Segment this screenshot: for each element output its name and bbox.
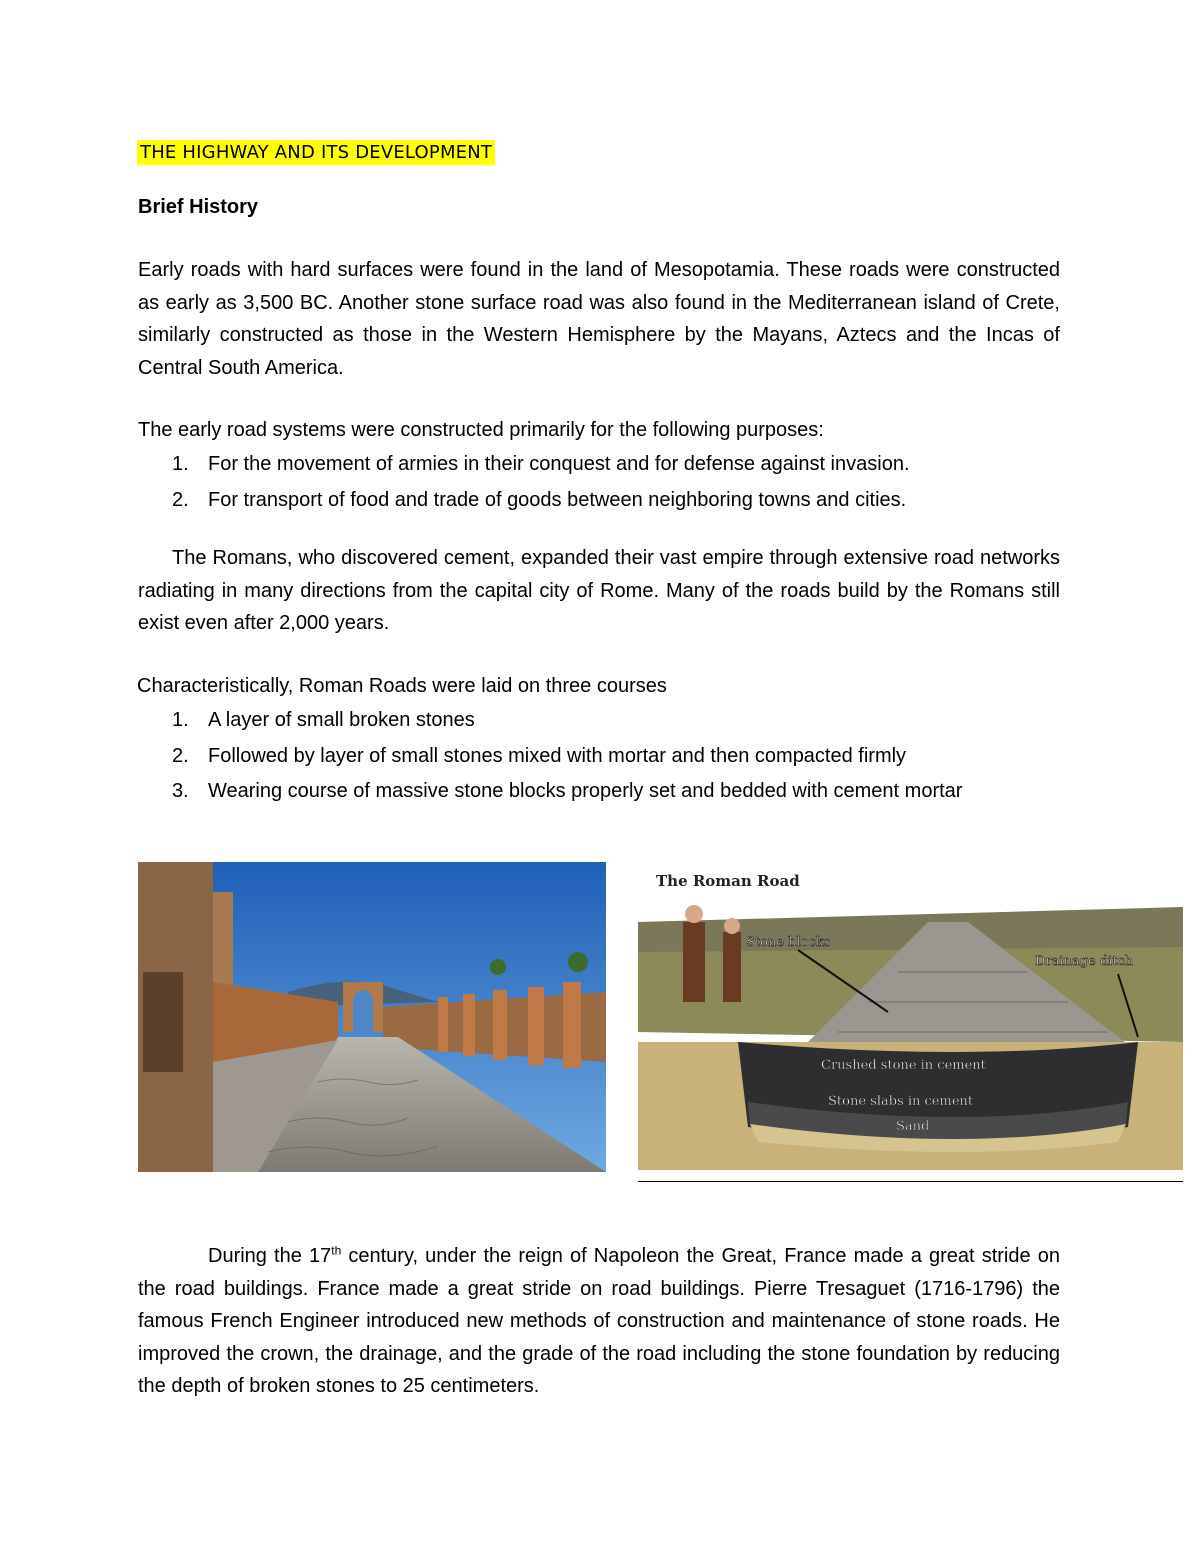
- list-item: 1. For the movement of armies in their conquest and for defense against invasion.: [172, 453, 910, 475]
- label-crushed-stone: Crushed stone in cement: [821, 1058, 986, 1073]
- courses-intro: Characteristically, Roman Roads were laid on three courses: [137, 675, 667, 697]
- paragraph-napoleon: During the 17th century, under the reign of Napoleon the Great, France made a great stride on the road buildings. France made a great stride on road buildings. Pierre Tresaguet (1716-1796) the famous French Engineer introduced new methods of construction and maintenance of stone roads. He improved the crown, the drainage, and the grade of the road including the stone foundation by reducing the depth of broken stones to 25 centimeters.: [138, 1243, 1061, 1397]
- courses-list: [172, 703, 962, 810]
- paragraph-romans: The Romans, who discovered cement, expanded their vast empire through extensive road networks radiating in many directions from the capital city of Rome. Many of the roads build by the Romans still exist even after 2,000 years.: [138, 547, 1060, 634]
- section-heading: Brief History: [138, 196, 259, 218]
- pompeii-street-photo: [138, 862, 606, 1172]
- label-stone-blocks: Stone blocks: [746, 935, 831, 950]
- label-sand: Sand: [896, 1119, 930, 1134]
- roman-road-diagram: [638, 862, 1183, 1170]
- label-drainage: Drainage ditch: [1035, 954, 1134, 969]
- paragraph-early-roads: Early roads with hard surfaces were found in the land of Mesopotamia. These roads were constructed as early as 3,500 BC. Another stone surface road was also found in the Mediterranean island of Crete, similarly constructed as those in the Western Hemisphere by the Mayans, Aztecs and the Incas of Central South America.: [138, 259, 1060, 379]
- list-item: 2. Followed by layer of small stones mixed with mortar and then compacted firmly: [172, 744, 907, 767]
- list-item: 2. For transport of food and trade of goods between neighboring towns and cities.: [172, 488, 907, 511]
- list-item: 1. A layer of small broken stones: [172, 709, 475, 731]
- label-stone-slabs: Stone slabs in cement: [828, 1094, 974, 1109]
- document-title: THE HIGHWAY AND ITS DEVELOPMENT: [137, 140, 495, 165]
- diagram-underline: [638, 1181, 1183, 1182]
- list-item: 3. Wearing course of massive stone blocks properly set and bedded with cement mortar: [172, 780, 963, 802]
- purposes-list: [172, 447, 910, 518]
- purposes-intro: The early road systems were constructed primarily for the following purposes:: [138, 419, 824, 441]
- diagram-title: The Roman Road: [656, 872, 800, 890]
